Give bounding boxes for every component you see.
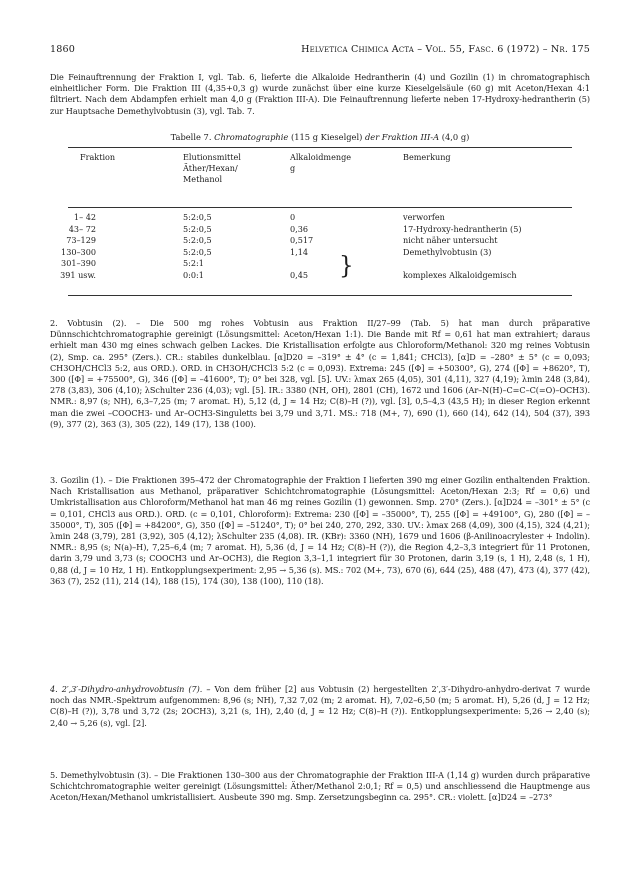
merged-menge: 0,45: [290, 270, 309, 280]
section-5-title: 5. Demethylvobtusin (3). –: [50, 770, 159, 780]
section-3-body: Die Fraktionen 395–472 der Chromatographie der Fraktion I lieferten 390 mg einer Gozilin enthaltenden Fraktion. Nach Kristallisation aus Methanol, präparativer Schichtchromatographie (Lösungsmittel: Aceton/Hexan 2:3; Rf = 0,6) und Umkristallisation aus Chloroform/Methanol hat man 46 mg reines Gozilin (1) gewonnen. Smp. 270° (Zers.). [α]D24 = –301° ± 5° (c = 0,101, CHCl3 aus ORD.). ORD. (c = 0,101, Chloroform): Extrema: 230 ([Φ] = –35000°, T), 255 ([Φ] = +49100°, G), 280 ([Φ] = –35000°, T), 305 ([Φ] = +84200°, G), 350 ([Φ] = –51240°, T); 0° bei 240, 270, 292, 330. UV.: λmax 268 (4,09), 300 (4,15), 324 (4,21); λmin 248 (3,79), 281 (3,92), 305 (4,12); λSchulter 235 (4,08). IR. (KBr): 3360 (NH), 1679 und 1606 (β-Anilinoacrylester + Indolin). NMR.: 8,95 (s; N(a)–H), 7,25–6,4 (m; 7 aromat. H), 5,36 (d, J = 14 Hz; C(8)–H (?)), die Region 4,2–3,3 integriert für 11 Protonen, darin 3,79 und 3,73 (s; COOCH3 und Ar–OCH3), die Region 3,3–1,1 integriert für 30 Protonen, darin 3,19 (s, 1 H), 2,48 (s, 1 H), 0,88 (d, J = 10 Hz, 1 H). Entkopplungsexperiment: 2,95 → 5,36 (s). MS.: 702 (M+, 73), 670 (6), 644 (25), 488 (47), 473 (4), 377 (42), 363 (7), 252 (11), 214 (14), 188 (15), 174 (30), 138 (100), 110 (18).: [50, 475, 590, 586]
header-bemerkung: Bemerkung: [403, 152, 451, 162]
intro-paragraph: Die Feinauftrennung der Fraktion I, vgl. Tab. 6, lieferte die Alkaloide Hedrantherin (4) und Gozilin (1) in chromatographisch einheitlicher Form. Die Fraktion III (4,35+0,3 g) wurde zunächst über eine kurze Kieselgelsäule (60 g) mit Aceton/Hexan 4:1 filtriert. Nach dem Abdampfen erhielt man 4,0 g (Fraktion III-A). Die Feinauftrennung lieferte neben 17-Hydroxy-hedrantherin (5) zur Hauptsache Demethylvobtusin (3), vgl. Tab. 7.: [50, 72, 590, 116]
cell-fraktion: 391 usw.: [60, 270, 96, 280]
section-4-body: Von dem früher [2] aus Vobtusin (2) hergestellten 2′,3′-Dihydro-anhydro-derivat 7 wurde noch das NMR.-Spektrum aufgenommen: 8,96 (s; NH), 7,32 7,02 (m; 2 aromat. H), 7,02–6,50 (m; 5 aromat. H), 5,26 (d, J = 12 Hz; C(8)–H (?)), 3,78 und 3,72 (2s; 2OCH3), 3,21 (s, 1H), 2,40 (d, J ≈ 12 Hz; C(8)–H (?)). Entkopplungsexperimente: 5,26 → 2,40 (s); 2,40 → 5,26 (s), vgl. [2].: [50, 684, 590, 728]
caption-prefix: Tabelle 7.: [170, 132, 212, 142]
cell-bemerkung: 17-Hydroxy-hedrantherin (5): [403, 223, 522, 234]
cell-bemerkung: Demethylvobtusin (3): [403, 246, 492, 257]
cell-fraktion: 301–390: [61, 258, 96, 269]
cell-elution: 5:2:0,5: [183, 246, 212, 257]
caption-italic: Chromatographie: [214, 132, 289, 142]
section-demethyl: [50, 770, 590, 804]
section-4-title: 4. 2′,3′-Dihydro-anhydrovobtusin (7). –: [50, 684, 211, 694]
caption-suffix: (4,0 g): [441, 132, 470, 142]
cell-fraktion: 43– 72: [68, 223, 96, 234]
merge-brace: }: [339, 252, 354, 280]
running-title: Helvetica Chimica Acta – Vol. 55, Fasc. 6 (1972) – Nr. 175: [301, 44, 590, 55]
cell-bemerkung: verworfen: [403, 212, 445, 222]
caption-mid: (115 g Kieselgel): [290, 132, 363, 142]
section-vobtusin: [50, 318, 590, 430]
header-fraktion: Fraktion: [80, 152, 116, 162]
cell-fraktion: 73–129: [66, 235, 96, 246]
section-dihydro: [50, 684, 590, 729]
section-5-body: Die Fraktionen 130–300 aus der Chromatographie der Fraktion III-A (1,14 g) wurden durch präparative Schichtchromatographie weiter gereinigt (Lösungsmittel: Äther/Methanol 2:0,1; Rf = 0,5) und anschliessend die Hauptmenge aus Aceton/Hexan/Methanol umkristallisiert. Ausbeute 390 mg. Smp. Zersetzungsbeginn ca. 295°. CR.: violett. [α]D24 = –273°: [50, 770, 590, 803]
header-elution: [183, 152, 241, 185]
header-elution-line3: Methanol: [183, 174, 223, 184]
cell-elution: 5:2:1: [183, 258, 204, 269]
header-menge-line1: Alkaloidmenge: [290, 152, 352, 162]
section-2-body: Die 500 mg rohes Vobtusin aus Fraktion II/27–99 (Tab. 5) hat man durch präparative Dünnschichtchromatographie gereinigt (Lösungsmittel: Aceton/Hexan 1:1). Die Bande mit Rf = 0,61 hat man extrahiert; daraus erhielt man 430 mg eines schwach gelben Lackes. Die Kristallisation erfolgte aus Chloroform/Methanol: 320 mg reines Vobtusin (2), Smp. ca. 295° (Zers.). CR.: stabiles dunkelblau. [α]D20 = –319° ± 4° (c = 1,841; CHCl3), [α]D = –280° ± 5° (c = 0,093; CH3OH/CHCl3 5:2, aus ORD.). ORD. in CH3OH/CHCl3 5:2 (c = 0,093). Extrema: 245 ([Φ] = +50300°, G), 274 ([Φ] = +8620°, T), 300 ([Φ] = +75500°, G), 346 ([Φ] = –41600°, T); 0° bei 328, vgl. [5]. UV.: λmax 265 (4,05), 301 (4,11), 327 (4,19); λmin 248 (3,84), 278 (3,83), 306 (4,10); λSchulter 236 (4,03); vgl. [5]. IR.: 3380 (NH, OH), 2801 (CH), 1672 und 1606 (Ar–N(H)–C=C–C(=O)–OCH3). NMR.: 8,97 (s; NH), 6,3–7,25 (m; 7 aromat. H), 5,12 (d, J ≈ 14 Hz; C(8)–H (?)), vgl. [3], 0,5–4,3 (43,5 H); in dieser Region erkennt man die zwei –COOCH3- und Ar–OCH3-Singuletts bei 3,79 und 3,71. MS.: 718 (M+, 7), 690 (1), 660 (14), 642 (14), 504 (37), 393 (9), 377 (2), 363 (3), 305 (22), 149 (17), 138 (100).: [50, 318, 590, 429]
section-3-title: 3. Gozilin (1). –: [50, 475, 113, 485]
cell-elution: 0:0:1: [183, 270, 204, 280]
cell-elution: 5:2:0,5: [183, 235, 212, 246]
merged-bemerkung: komplexes Alkaloidgemisch: [403, 270, 517, 280]
cell-menge: 0,36: [290, 223, 309, 234]
cell-elution: 5:2:0,5: [183, 212, 212, 222]
cell-bemerkung: nicht näher untersucht: [403, 235, 498, 246]
section-gozilin: [50, 475, 590, 587]
header-elution-line1: Elutionsmittel: [183, 152, 241, 162]
table-caption: [50, 132, 590, 142]
cell-elution: 5:2:0,5: [183, 223, 212, 234]
table-top-rule: [68, 147, 572, 148]
section-2-title: 2. Vobtusin (2). –: [50, 318, 141, 328]
table-bottom-rule: [68, 295, 572, 296]
page-header: [50, 44, 590, 58]
header-menge-line2: g: [290, 163, 296, 173]
caption-italic2: der Fraktion III-A: [364, 132, 440, 142]
cell-menge: 1,14: [290, 246, 309, 257]
cell-menge: 0,517: [290, 235, 314, 246]
header-elution-line2: Äther/Hexan/: [183, 163, 238, 173]
header-menge: [290, 152, 351, 174]
page-number: 1860: [50, 44, 76, 55]
cell-menge: 0: [290, 212, 296, 222]
cell-fraktion: 1– 42: [73, 212, 96, 222]
cell-fraktion: 130–300: [61, 246, 96, 257]
table-header-rule: [68, 207, 572, 208]
